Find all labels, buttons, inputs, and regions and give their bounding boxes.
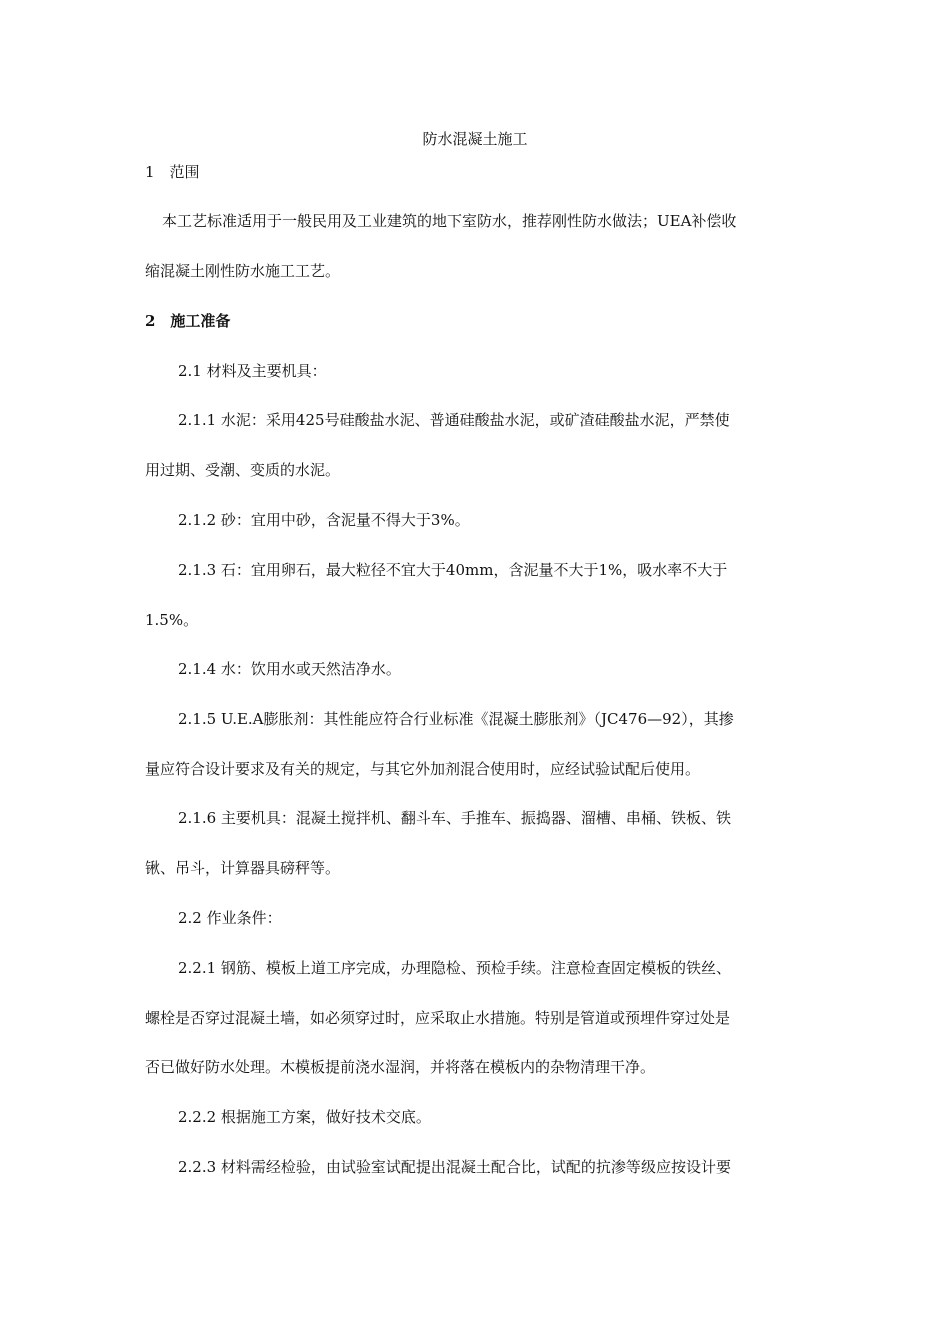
subsection-2-2-heading: 2.2 作业条件：	[178, 909, 282, 927]
section-1-heading: 1 范围	[145, 163, 200, 181]
item-2-2-2: 2.2.2 根据施工方案，做好技术交底。	[178, 1108, 431, 1126]
item-2-1-5-line-2: 量应符合设计要求及有关的规定，与其它外加剂混合使用时，应经试验试配后使用。	[145, 760, 701, 778]
item-2-1-5-line-1: 2.1.5 U.E.A膨胀剂：其性能应符合行业标准《混凝土膨胀剂》（JC476—92），其掺	[178, 710, 734, 728]
item-2-1-3-line-2: 1.5%。	[145, 611, 199, 629]
item-2-1-1-line-2: 用过期、受潮、变质的水泥。	[145, 461, 341, 479]
section-1-paragraph-line-2: 缩混凝土刚性防水施工工艺。	[145, 262, 341, 280]
subsection-2-1-heading: 2.1 材料及主要机具：	[178, 362, 327, 380]
section-2-heading: 2 施工准备	[145, 312, 231, 330]
item-2-2-1-line-3: 否已做好防水处理。木模板提前浇水湿润，并将落在模板内的杂物清理干净。	[145, 1058, 656, 1076]
item-2-1-2: 2.1.2 砂：宜用中砂，含泥量不得大于3%。	[178, 511, 470, 529]
section-1-paragraph-line-1: 本工艺标准适用于一般民用及工业建筑的地下室防水，推荐刚性防水做法；UEA补偿收	[162, 212, 737, 230]
item-2-1-3-line-1: 2.1.3 石：宜用卵石，最大粒径不宜大于40mm，含泥量不大于1%，吸水率不大于	[178, 561, 728, 579]
item-2-1-6-line-1: 2.1.6 主要机具：混凝土搅拌机、翻斗车、手推车、振捣器、溜槽、串桶、铁板、铁	[178, 809, 731, 827]
item-2-1-4: 2.1.4 水：饮用水或天然洁净水。	[178, 660, 401, 678]
item-2-2-1-line-1: 2.2.1 钢筋、模板上道工序完成，办理隐检、预检手续。注意检查固定模板的铁丝、	[178, 959, 731, 977]
item-2-2-3-line-1: 2.2.3 材料需经检验，由试验室试配提出混凝土配合比，试配的抗渗等级应按设计要	[178, 1158, 731, 1176]
item-2-1-1-line-1: 2.1.1 水泥：采用425号硅酸盐水泥、普通硅酸盐水泥，或矿渣硅酸盐水泥，严禁使	[178, 411, 730, 429]
item-2-1-6-line-2: 锹、吊斗，计算器具磅秤等。	[145, 859, 341, 877]
document-title: 防水混凝土施工	[422, 130, 528, 148]
item-2-2-1-line-2: 螺栓是否穿过混凝土墙，如必须穿过时，应采取止水措施。特别是管道或预埋件穿过处是	[145, 1009, 731, 1027]
